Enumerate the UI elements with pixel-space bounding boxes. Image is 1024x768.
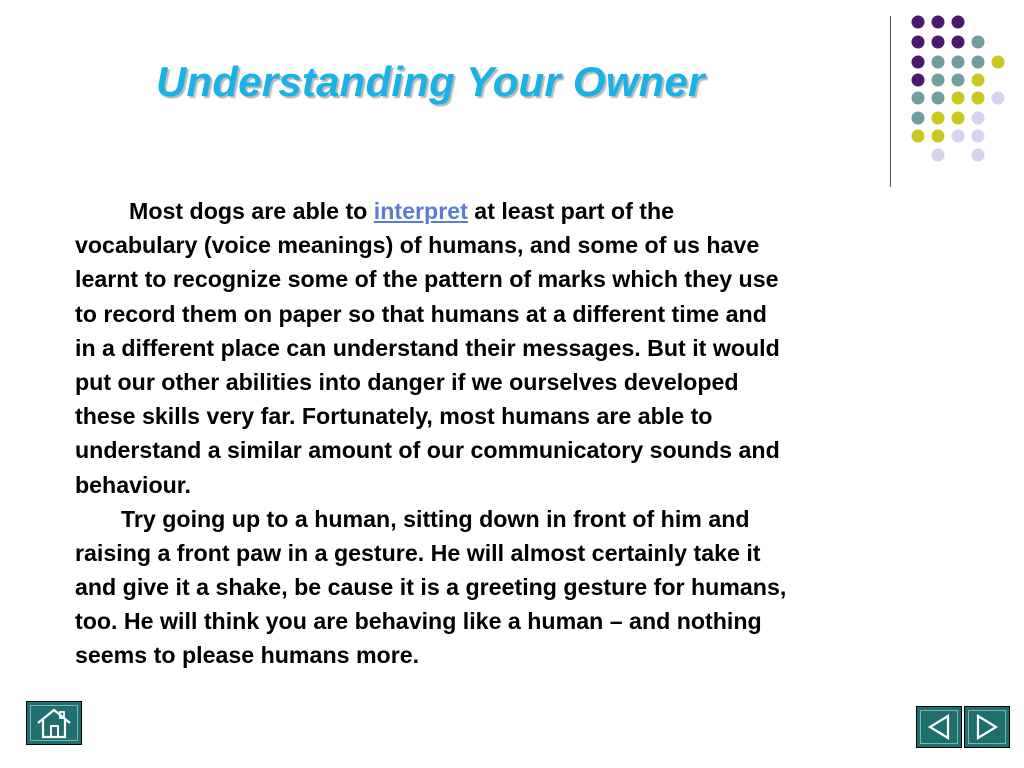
- decorative-dot: [912, 74, 925, 87]
- paragraph-1-line: understand a similar amount of our communicatory sounds and: [75, 437, 780, 464]
- paragraph-1-line: vocabulary (voice meanings) of humans, and some of us have: [75, 232, 760, 259]
- decorative-dot: [952, 56, 965, 69]
- decorative-dot: [992, 56, 1005, 69]
- text-span: Most dogs are able to: [129, 198, 374, 224]
- text-span: at least part of the: [467, 198, 675, 224]
- decorative-dot: [972, 92, 985, 105]
- decorative-dot: [932, 74, 945, 87]
- paragraph-1-line: learnt to recognize some of the pattern of marks which they use: [75, 266, 779, 293]
- decorative-dot: [912, 130, 925, 143]
- decorative-dot: [932, 16, 945, 29]
- paragraph-1-line: behaviour.: [75, 471, 191, 498]
- decorative-dot: [932, 130, 945, 143]
- decorative-dot: [992, 92, 1005, 105]
- previous-button-face: [920, 710, 958, 744]
- decorative-dot: [952, 36, 965, 49]
- decorative-dot: [932, 112, 945, 125]
- decorative-dot: [912, 56, 925, 69]
- decorative-dot: [972, 112, 985, 125]
- interpret-link[interactable]: interpret: [373, 198, 468, 224]
- decorative-dot: [912, 92, 925, 105]
- previous-slide-button[interactable]: [916, 706, 962, 748]
- decorative-dot: [952, 112, 965, 125]
- decorative-dot: [972, 149, 985, 162]
- slide-body: [75, 194, 955, 673]
- paragraph-1-line: in a different place can understand their messages. But it would: [75, 334, 780, 361]
- home-button-face: [30, 705, 78, 741]
- decorative-dot: [912, 36, 925, 49]
- decorative-dot: [952, 74, 965, 87]
- home-icon: [34, 706, 74, 740]
- decorative-dot: [972, 36, 985, 49]
- paragraph-1-first-line: [75, 194, 955, 228]
- decorative-dot: [952, 92, 965, 105]
- paragraph-2-line: too. He will think you are behaving like a human – and nothing: [75, 608, 762, 635]
- paragraph-1-line: to record them on paper so that humans at a different time and: [75, 300, 767, 327]
- paragraph-2-line: and give it a shake, be cause it is a greeting gesture for humans,: [75, 574, 787, 601]
- paragraph-2-line: raising a front paw in a gesture. He will almost certainly take it: [75, 539, 761, 566]
- decorative-dot: [952, 130, 965, 143]
- decorative-dot: [932, 56, 945, 69]
- decorative-dot: [912, 16, 925, 29]
- triangle-left-icon: [924, 713, 954, 741]
- next-button-face: [968, 710, 1006, 744]
- home-button[interactable]: [26, 701, 82, 745]
- decorative-dot: [972, 74, 985, 87]
- next-slide-button[interactable]: [964, 706, 1010, 748]
- slide-title: Understanding Your Owner: [156, 58, 705, 105]
- paragraph-2-line: Try going up to a human, sitting down in front of him and: [121, 505, 750, 532]
- decorative-dot: [912, 112, 925, 125]
- decorative-dot: [972, 56, 985, 69]
- decorative-dot: [952, 16, 965, 29]
- vertical-divider: [890, 16, 891, 187]
- triangle-right-icon: [972, 713, 1002, 741]
- paragraph-1-line: put our other abilities into danger if we ourselves developed: [75, 368, 739, 395]
- decorative-dot: [932, 92, 945, 105]
- paragraph-2-line: seems to please humans more.: [75, 642, 420, 669]
- decorative-dot: [932, 149, 945, 162]
- decorative-dot: [972, 130, 985, 143]
- paragraph-1-line: these skills very far. Fortunately, most humans are able to: [75, 403, 713, 430]
- decorative-dot: [932, 36, 945, 49]
